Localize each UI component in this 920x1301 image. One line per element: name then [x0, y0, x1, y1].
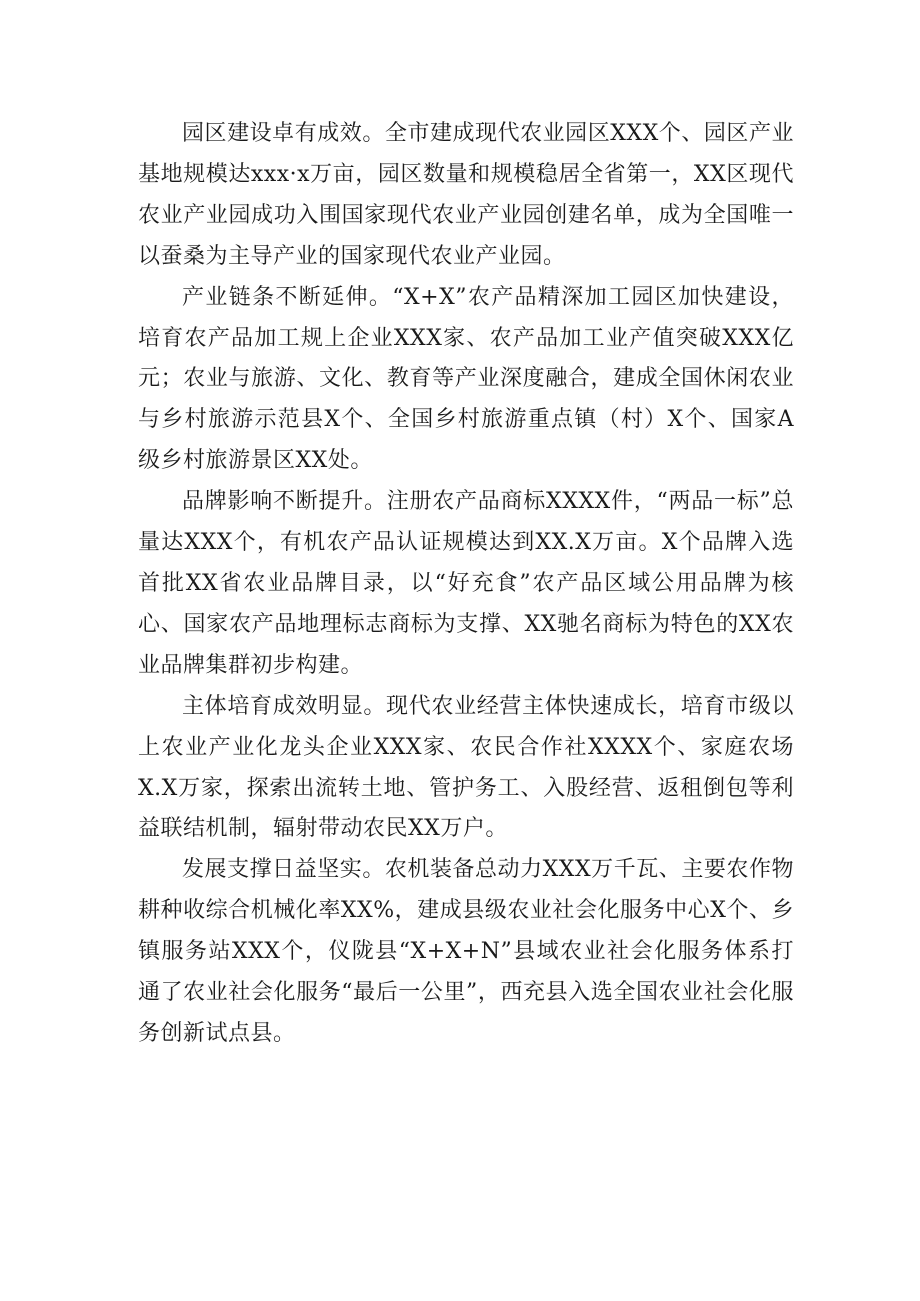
paragraph-brand-influence: 品牌影响不断提升。注册农产品商标XXXX件，“两品一标”总量达XXX个，有机农产品认证规模达到XX.X万亩。X个品牌入选首批XX省农业品牌目录，以“好充食”农产品区域公用品牌为核心、国家农产品地理标志商标为支撑、XX驰名商标为特色的XX农业品牌集群初步构建。: [138, 489, 794, 678]
paragraph-industry-chain: 产业链条不断延伸。“X+X”农产品精深加工园区加快建设，培育农产品加工规上企业XXX家、农产品加工业产值突破XXX亿元；农业与旅游、文化、教育等产业深度融合，建成全国休闲农业与乡村旅游示范县X个、全国乡村旅游重点镇（村）X个、国家A级乡村旅游景区XX处。: [138, 284, 794, 474]
paragraph-development-support: 发展支撑日益坚实。农机装备总动力XXX万千瓦、主要农作物耕种收综合机械化率XX%，建成县级农业社会化服务中心X个、乡镇服务站XXX个，仪陇县“X+X+N”县域农业社会化服务体系打通了农业社会化服务“最后一公里”，西充县入选全国农业社会化服务创新试点县。: [138, 857, 794, 1046]
paragraph-park-construction: 园区建设卓有成效。全市建成现代农业园区XXX个、园区产业基地规模达xxx·x万亩，园区数量和规模稳居全省第一，XX区现代农业产业园成功入围国家现代农业产业园创建名单，成为全国唯一以蚕桑为主导产业的国家现代农业产业园。: [138, 121, 794, 269]
document-body: [138, 114, 794, 1055]
paragraph-entity-cultivation: 主体培育成效明显。现代农业经营主体快速成长，培育市级以上农业产业化龙头企业XXX家、农民合作社XXXX个、家庭农场X.X万家，探索出流转土地、管护务工、入股经营、返租倒包等利益联结机制，辐射带动农民XX万户。: [138, 693, 794, 842]
